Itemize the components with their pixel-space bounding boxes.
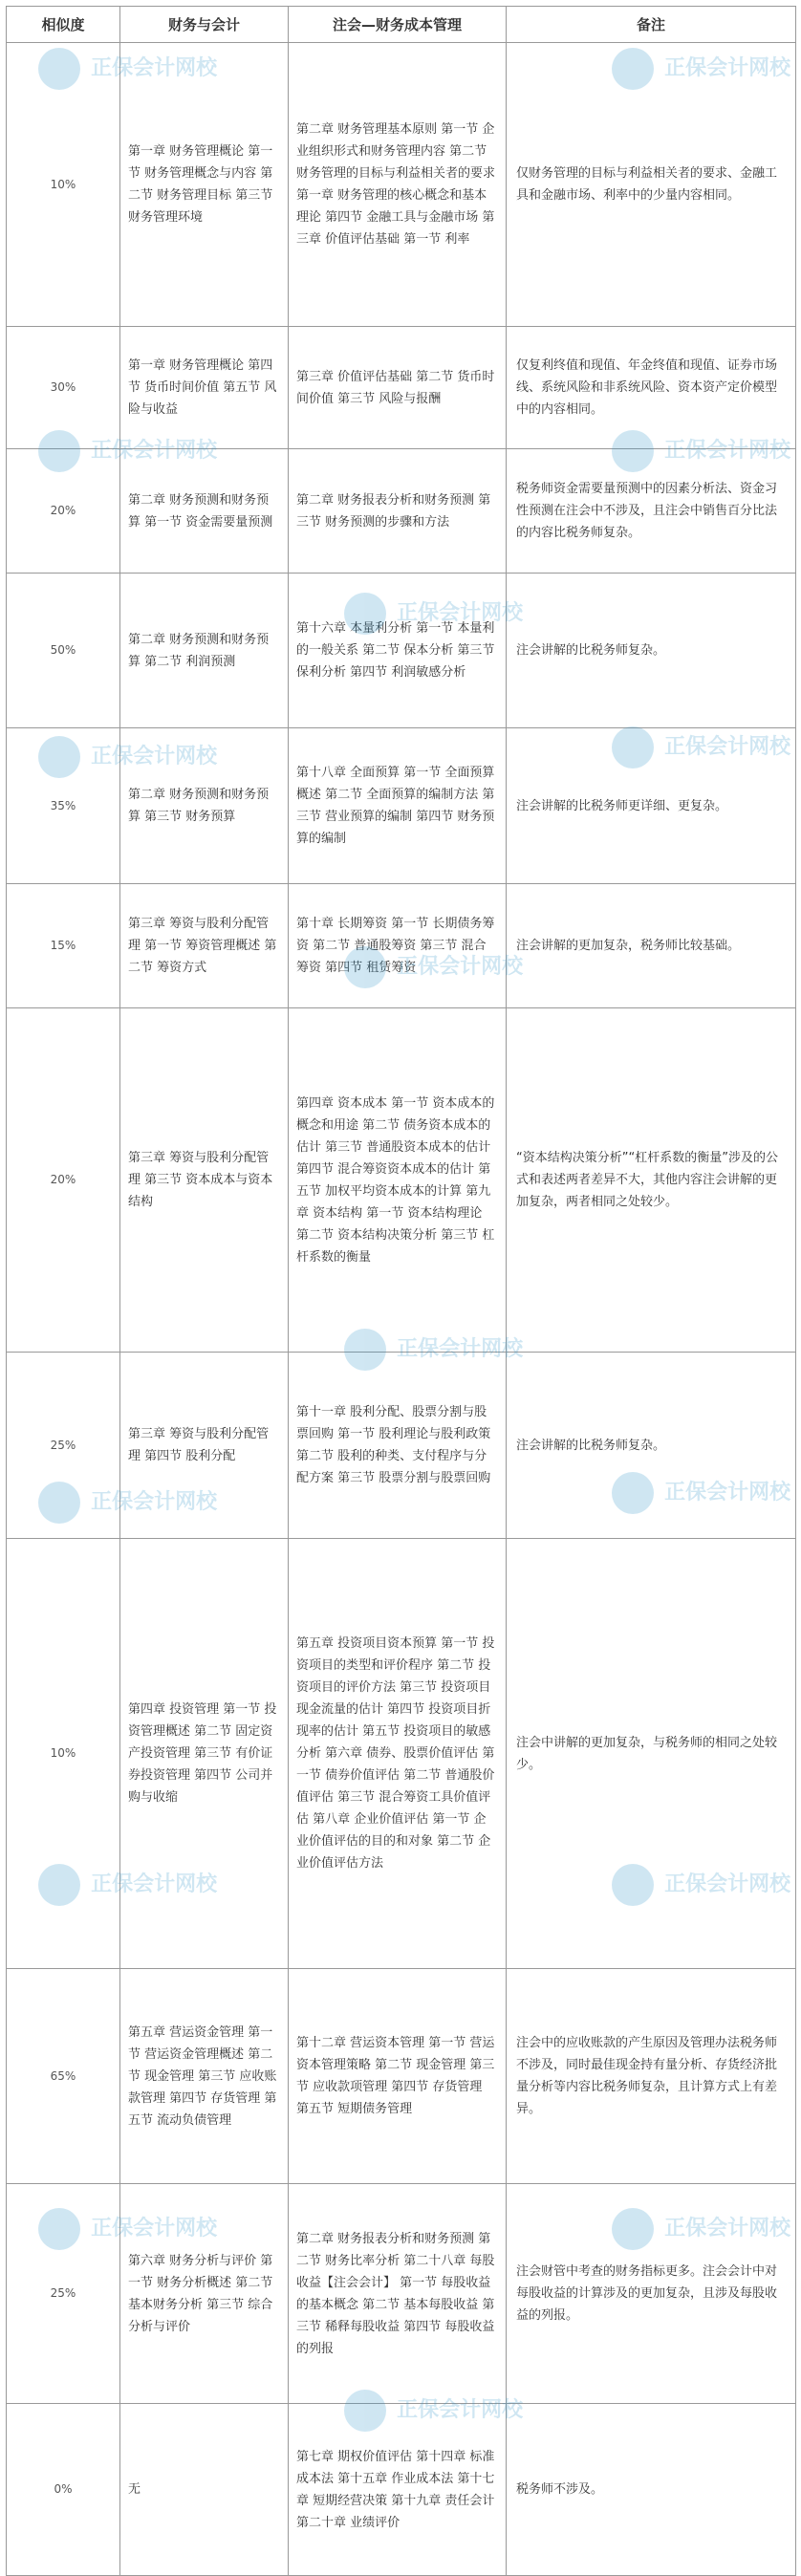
table-row: [7, 2184, 796, 2404]
note-cell: 注会讲解的比税务师更详细、更复杂。: [507, 728, 796, 884]
note-cell: 注会讲解的更加复杂，税务师比较基础。: [507, 884, 796, 1008]
similarity-cell: 0%: [7, 2404, 120, 2576]
note-cell: 注会中讲解的更加复杂，与税务师的相同之处较少。: [507, 1539, 796, 1969]
note-cell: 注会财管中考查的财务指标更多。注会会计中对每股收益的计算涉及的更加复杂，且涉及每股收益的列报。: [507, 2184, 796, 2404]
watermark-text: 正保会计网校: [397, 955, 524, 979]
similarity-cell: 20%: [7, 449, 120, 574]
table-row: [7, 1539, 796, 1969]
cpa-cell: 第四章 资本成本 第一节 资本成本的概念和用途 第二节 债务资本成本的估计 第三节 普通股资本成本的估计 第四节 混合筹资资本成本的估计 第五节 加权平均资本成本的计算 第九章 资本结构 第一节 资本结构理论 第二节 资本结构决策分析 第三节 杠杆系数的衡量: [289, 1008, 507, 1353]
watermark-text: 正保会计网校: [91, 745, 218, 768]
finance-cell: 第二章 财务预测和财务预算 第二节 利润预测: [120, 574, 289, 728]
finance-cell: 第六章 财务分析与评价 第一节 财务分析概述 第二节 基本财务分析 第三节 综合分析与评价: [120, 2184, 289, 2404]
watermark-text: 正保会计网校: [664, 2217, 791, 2240]
cpa-cell: 第二章 财务报表分析和财务预测 第三节 财务预测的步骤和方法: [289, 449, 507, 574]
cpa-cell: 第十一章 股利分配、股票分割与股票回购 第一节 股利理论与股利政策 第二节 股利的种类、支付程序与分配方案 第三节 股票分割与股票回购: [289, 1353, 507, 1539]
note-cell: 仅财务管理的目标与利益相关者的要求、金融工具和金融市场、利率中的少量内容相同。: [507, 43, 796, 327]
finance-cell: 第四章 投资管理 第一节 投资管理概述 第二节 固定资产投资管理 第三节 有价证券投资管理 第四节 公司并购与收缩: [120, 1539, 289, 1969]
header-similarity: 相似度: [7, 7, 120, 43]
header-row: [7, 7, 796, 43]
similarity-cell: 65%: [7, 1969, 120, 2184]
similarity-cell: 35%: [7, 728, 120, 884]
table-row: [7, 1008, 796, 1353]
finance-cell: 第一章 财务管理概论 第四节 货币时间价值 第五节 风险与收益: [120, 327, 289, 449]
cpa-cell: 第二章 财务管理基本原则 第一节 企业组织形式和财务管理内容 第二节 财务管理的目标与利益相关者的要求 第一章 财务管理的核心概念和基本理论 第四节 金融工具与金融市场 第三章 价值评估基础 第一节 利率: [289, 43, 507, 327]
similarity-cell: 20%: [7, 1008, 120, 1353]
watermark-text: 正保会计网校: [664, 1481, 791, 1504]
watermark-text: 正保会计网校: [664, 439, 791, 463]
similarity-cell: 30%: [7, 327, 120, 449]
note-cell: 注会讲解的比税务师复杂。: [507, 574, 796, 728]
header-finance: 财务与会计: [120, 7, 289, 43]
cpa-cell: 第二章 财务报表分析和财务预测 第二节 财务比率分析 第二十八章 每股收益【注会会计】 第一节 每股收益的基本概念 第二节 基本每股收益 第三节 稀释每股收益 第四节 每股收益的列报: [289, 2184, 507, 2404]
watermark-text: 正保会计网校: [91, 1490, 218, 1514]
similarity-cell: 10%: [7, 1539, 120, 1969]
watermark-text: 正保会计网校: [664, 1872, 791, 1896]
watermark-text: 正保会计网校: [91, 439, 218, 463]
watermark-text: 正保会计网校: [91, 1872, 218, 1896]
note-cell: 注会讲解的比税务师复杂。: [507, 1353, 796, 1539]
watermark-text: 正保会计网校: [664, 735, 791, 759]
note-cell: 税务师资金需要量预测中的因素分析法、资金习性预测在注会中不涉及，且注会中销售百分比法的内容比税务师复杂。: [507, 449, 796, 574]
cpa-cell: 第十八章 全面预算 第一节 全面预算概述 第二节 全面预算的编制方法 第三节 营业预算的编制 第四节 财务预算的编制: [289, 728, 507, 884]
similarity-cell: 15%: [7, 884, 120, 1008]
similarity-cell: 25%: [7, 2184, 120, 2404]
watermark-text: 正保会计网校: [91, 56, 218, 80]
table-row: [7, 43, 796, 327]
watermark-text: 正保会计网校: [397, 2398, 524, 2422]
finance-cell: 第五章 营运资金管理 第一节 营运资金管理概述 第二节 现金管理 第三节 应收账款管理 第四节 存货管理 第五节 流动负债管理: [120, 1969, 289, 2184]
cpa-cell: 第十二章 营运资本管理 第一节 营运资本管理策略 第二节 现金管理 第三节 应收款项管理 第四节 存货管理 第五节 短期债务管理: [289, 1969, 507, 2184]
header-note: 备注: [507, 7, 796, 43]
finance-cell: 第三章 筹资与股利分配管理 第三节 资本成本与资本结构: [120, 1008, 289, 1353]
cpa-cell: 第三章 价值评估基础 第二节 货币时间价值 第三节 风险与报酬: [289, 327, 507, 449]
note-cell: 注会中的应收账款的产生原因及管理办法税务师不涉及，同时最佳现金持有量分析、存货经济批量分析等内容比税务师复杂，且计算方式上有差异。: [507, 1969, 796, 2184]
finance-cell: 第三章 筹资与股利分配管理 第四节 股利分配: [120, 1353, 289, 1539]
table-row: [7, 327, 796, 449]
similarity-cell: 50%: [7, 574, 120, 728]
cpa-cell: 第七章 期权价值评估 第十四章 标准成本法 第十五章 作业成本法 第十七章 短期经营决策 第十九章 责任会计 第二十章 业绩评价: [289, 2404, 507, 2576]
watermark-text: 正保会计网校: [397, 601, 524, 625]
note-cell: “资本结构决策分析”“杠杆系数的衡量”涉及的公式和表述两者差异不大，其他内容注会讲解的更加复杂，两者相同之处较少。: [507, 1008, 796, 1353]
table-row: [7, 1353, 796, 1539]
similarity-cell: 25%: [7, 1353, 120, 1539]
finance-cell: 第二章 财务预测和财务预算 第三节 财务预算: [120, 728, 289, 884]
cpa-cell: 第十六章 本量利分析 第一节 本量利的一般关系 第二节 保本分析 第三节 保利分析 第四节 利润敏感分析: [289, 574, 507, 728]
finance-cell: 第二章 财务预测和财务预算 第一节 资金需要量预测: [120, 449, 289, 574]
finance-cell: 第三章 筹资与股利分配管理 第一节 筹资管理概述 第二节 筹资方式: [120, 884, 289, 1008]
finance-cell: 无: [120, 2404, 289, 2576]
table-row: [7, 884, 796, 1008]
table-row: [7, 1969, 796, 2184]
watermark-text: 正保会计网校: [664, 56, 791, 80]
comparison-table: [6, 6, 796, 2576]
cpa-cell: 第十章 长期筹资 第一节 长期债务筹资 第二节 普通股筹资 第三节 混合筹资 第四节 租赁筹资: [289, 884, 507, 1008]
header-cpa: 注会—财务成本管理: [289, 7, 507, 43]
table-row: [7, 728, 796, 884]
table-row: [7, 2404, 796, 2576]
note-cell: 税务师不涉及。: [507, 2404, 796, 2576]
similarity-cell: 10%: [7, 43, 120, 327]
table-row: [7, 574, 796, 728]
table-row: [7, 449, 796, 574]
finance-cell: 第一章 财务管理概论 第一节 财务管理概念与内容 第二节 财务管理目标 第三节 财务管理环境: [120, 43, 289, 327]
watermark-text: 正保会计网校: [397, 1337, 524, 1361]
note-cell: 仅复利终值和现值、年金终值和现值、证券市场线、系统风险和非系统风险、资本资产定价模型中的内容相同。: [507, 327, 796, 449]
cpa-cell: 第五章 投资项目资本预算 第一节 投资项目的类型和评价程序 第二节 投资项目的评价方法 第三节 投资项目现金流量的估计 第四节 投资项目折现率的估计 第五节 投资项目的敏感分析 第六章 债券、股票价值评估 第一节 债券价值评估 第二节 普通股价值评估 第三节 混合筹资工具价值评估 第八章 企业价值评估 第一节 企业价值评估的目的和对象 第二节 企业价值评估方法: [289, 1539, 507, 1969]
watermark-text: 正保会计网校: [91, 2217, 218, 2240]
